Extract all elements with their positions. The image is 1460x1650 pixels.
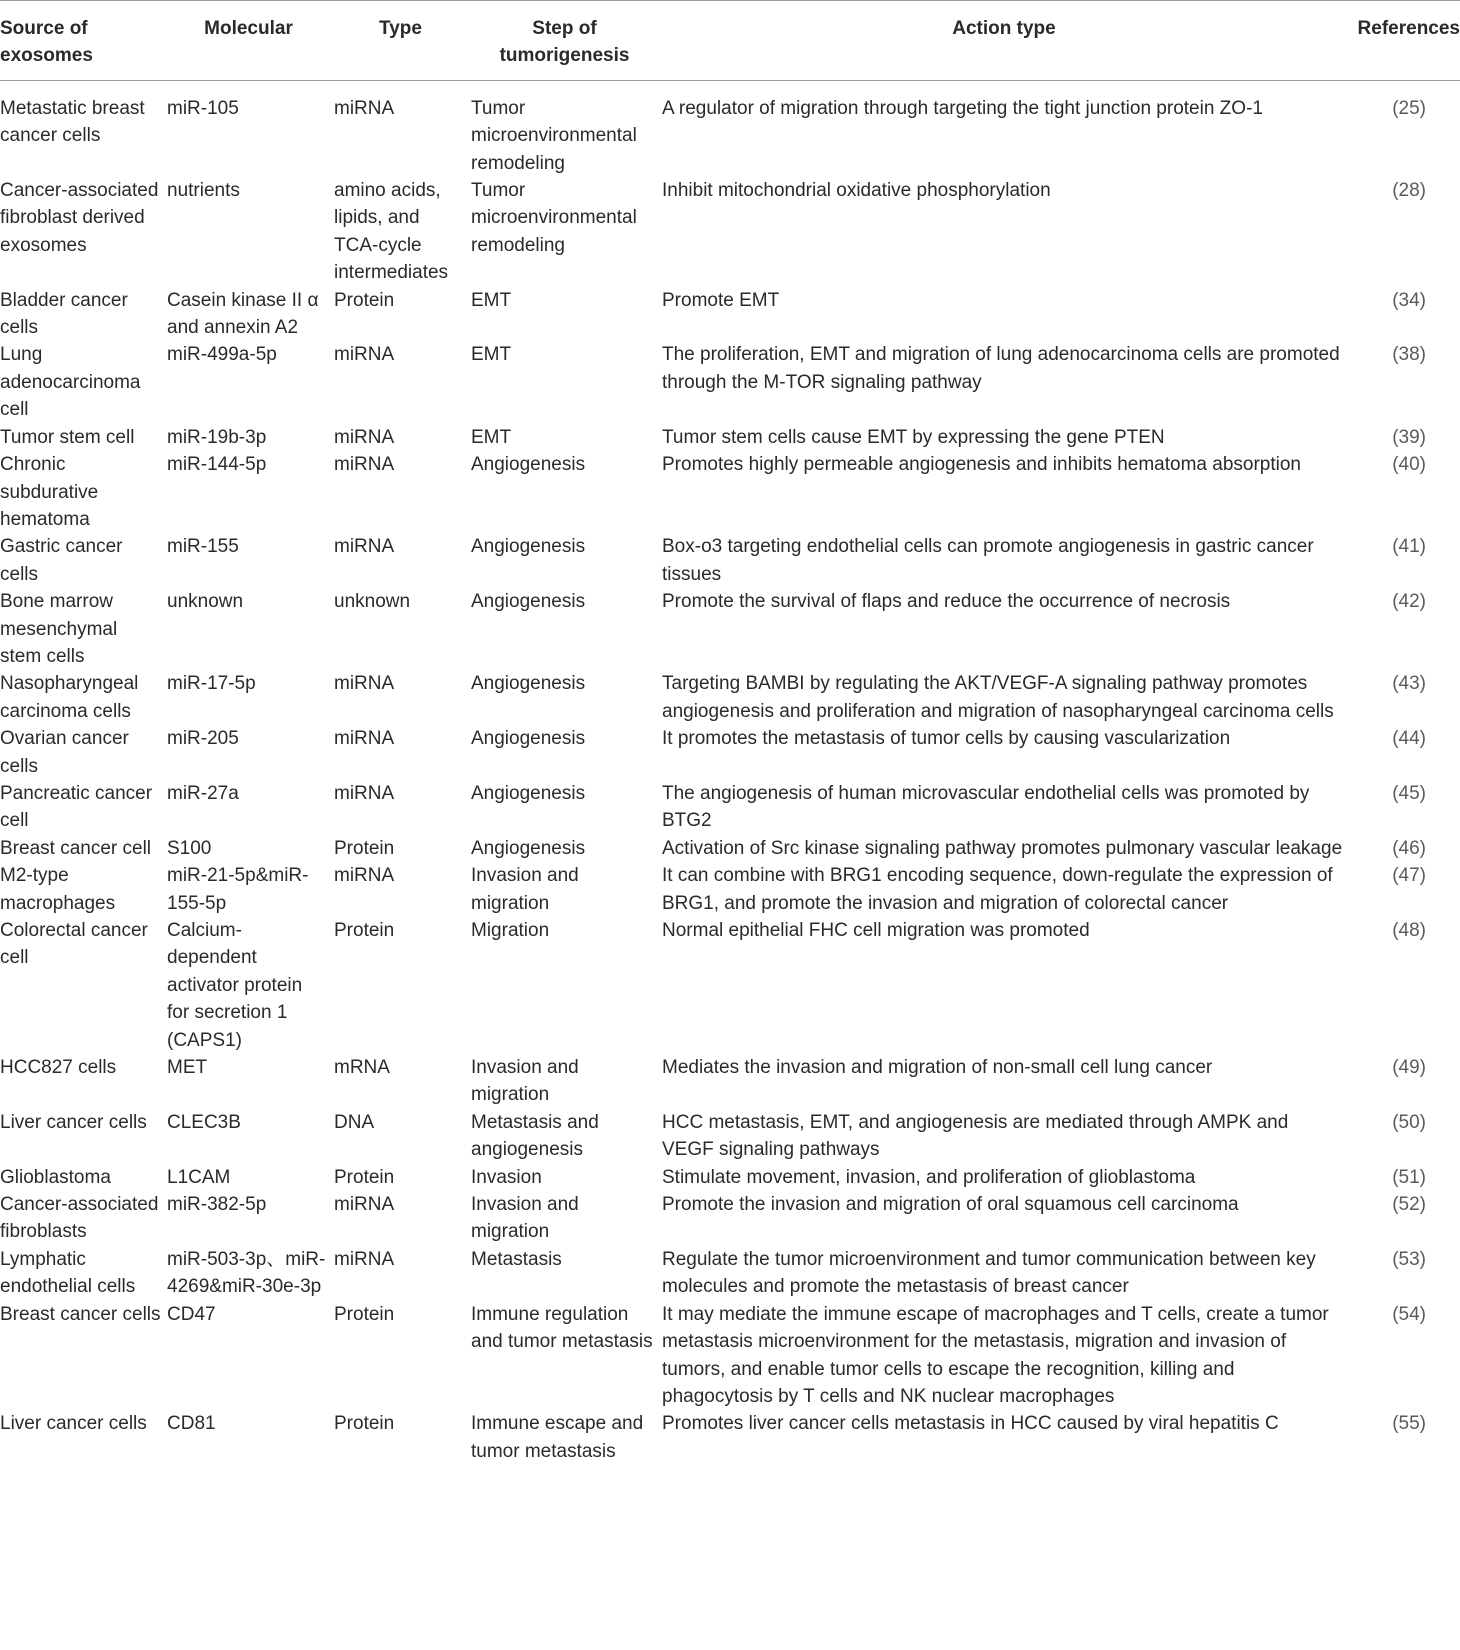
cell-molecular: miR-144-5p [167, 454, 267, 476]
cell-source: Lymphatic endothelial cells [0, 1248, 136, 1298]
cell-step: Angiogenesis [471, 782, 586, 804]
cell-action: Stimulate movement, invasion, and proliferation of glioblastoma [662, 1166, 1196, 1188]
cell-source: Nasopharyngeal carcinoma cells [0, 673, 139, 722]
cell-reference: (48) [1392, 920, 1426, 941]
header-references: References [1350, 1, 1460, 80]
cell-step: EMT [471, 426, 512, 448]
cell-step: Angiogenesis [471, 728, 586, 750]
cell-type: mRNA [334, 1057, 390, 1079]
cell-reference: (47) [1392, 865, 1426, 887]
cell-action: Normal epithelial FHC cell migration was promoted [662, 920, 1090, 941]
cell-action: The proliferation, EMT and migration of lung adenocarcinoma cells are promoted through the M-TOR signaling pathway [662, 344, 1340, 393]
cell-molecular: miR-27a [167, 782, 239, 804]
table-row [0, 341, 1460, 423]
cell-step: Immune escape and tumor metastasis [471, 1413, 644, 1462]
cell-reference: (45) [1392, 782, 1426, 804]
table-row [0, 533, 1460, 588]
cell-step: Invasion [471, 1166, 542, 1188]
cell-source: Breast cancer cell [0, 837, 152, 859]
cell-molecular: MET [167, 1057, 208, 1079]
cell-type: miRNA [334, 536, 395, 558]
cell-type: miRNA [334, 344, 395, 366]
table-row [0, 780, 1460, 835]
cell-type: miRNA [334, 865, 395, 887]
cell-reference: (44) [1392, 728, 1426, 750]
cell-molecular: nutrients [167, 180, 240, 202]
table-body [0, 80, 1460, 1465]
cell-type: miRNA [334, 673, 395, 695]
cell-step: Angiogenesis [471, 837, 586, 859]
table-row [0, 424, 1460, 451]
cell-type: amino acids, lipids, and TCA-cycle intermediates [334, 180, 449, 284]
cell-molecular: CD47 [167, 1303, 216, 1325]
cell-type: miRNA [334, 728, 395, 750]
header-source: Source of exosomes [0, 1, 167, 80]
cell-step: Invasion and migration [471, 1194, 579, 1243]
cell-step: Migration [471, 920, 550, 941]
cell-step: Tumor microenvironmental remodeling [471, 180, 637, 256]
cell-action: It promotes the metastasis of tumor cells by causing vascularization [662, 728, 1231, 750]
cell-reference: (42) [1392, 591, 1426, 613]
cell-reference: (41) [1392, 536, 1426, 558]
cell-source: Gastric cancer cells [0, 536, 123, 585]
cell-step: EMT [471, 289, 512, 311]
cell-step: Immune regulation and tumor metastasis [471, 1303, 653, 1353]
table-row [0, 1410, 1460, 1465]
cell-source: Metastatic breast cancer cells [0, 97, 145, 147]
cell-source: Tumor stem cell [0, 426, 135, 448]
cell-action: Promotes highly permeable angiogenesis and inhibits hematoma absorption [662, 454, 1301, 476]
cell-reference: (25) [1392, 97, 1426, 119]
cell-action: Promote EMT [662, 289, 780, 311]
table-row [0, 1191, 1460, 1246]
cell-step: Angiogenesis [471, 673, 586, 695]
cell-type: miRNA [334, 782, 395, 804]
cell-reference: (39) [1392, 426, 1426, 448]
cell-source: Liver cancer cells [0, 1111, 147, 1133]
cell-reference: (49) [1392, 1057, 1426, 1079]
cell-molecular: Calcium-dependent activator protein for secretion 1 (CAPS1) [167, 920, 303, 1051]
cell-source: M2-type macrophages [0, 865, 116, 914]
cell-step: Metastasis and angiogenesis [471, 1111, 599, 1161]
cell-type: Protein [334, 920, 395, 941]
cell-type: miRNA [334, 426, 395, 448]
table-row [0, 1109, 1460, 1164]
cell-source: Colorectal cancer cell [0, 920, 148, 969]
cell-step: Invasion and migration [471, 865, 579, 914]
cell-reference: (40) [1392, 454, 1426, 476]
cell-action: It may mediate the immune escape of macrophages and T cells, create a tumor metastasis microenvironment for the metastasis, migration and invasion of tumors, and enable tumor cells to escape the recognition, killing and phagocytosis by T cells and NK nuclear macrophages [662, 1303, 1329, 1407]
cell-source: Bladder cancer cells [0, 289, 128, 339]
cell-step: Tumor microenvironmental remodeling [471, 97, 637, 174]
table-row [0, 917, 1460, 1054]
cell-molecular: miR-503-3p、miR-4269&miR-30e-3p [167, 1248, 326, 1298]
cell-molecular: CLEC3B [167, 1111, 241, 1133]
cell-source: Ovarian cancer cells [0, 728, 129, 777]
cell-molecular: miR-21-5p&miR-155-5p [167, 865, 309, 914]
cell-action: Inhibit mitochondrial oxidative phosphorylation [662, 180, 1051, 202]
cell-action: The angiogenesis of human microvascular endothelial cells was promoted by BTG2 [662, 782, 1310, 832]
cell-type: miRNA [334, 454, 395, 476]
cell-source: Bone marrow mesenchymal stem cells [0, 591, 118, 667]
table-row [0, 835, 1460, 862]
cell-action: Mediates the invasion and migration of non-small cell lung cancer [662, 1057, 1213, 1079]
cell-action: Promote the invasion and migration of oral squamous cell carcinoma [662, 1194, 1239, 1216]
table-row [0, 1301, 1460, 1411]
cell-action: Box-o3 targeting endothelial cells can promote angiogenesis in gastric cancer tissues [662, 536, 1314, 585]
cell-reference: (34) [1392, 289, 1426, 311]
cell-type: Protein [334, 1166, 395, 1188]
cell-source: Glioblastoma [0, 1166, 111, 1188]
cell-type: miRNA [334, 1248, 395, 1270]
table-row [0, 1246, 1460, 1301]
header-row [0, 1, 1460, 80]
cell-molecular: L1CAM [167, 1166, 231, 1188]
cell-type: Protein [334, 1303, 395, 1325]
header-step: Step of tumorigenesis [471, 1, 662, 80]
cell-source: Lung adenocarcinoma cell [0, 344, 141, 421]
cell-type: unknown [334, 591, 411, 613]
table-row [0, 80, 1460, 177]
exosome-table [0, 1, 1460, 1465]
table-row [0, 588, 1460, 670]
cell-type: Protein [334, 1413, 395, 1435]
cell-reference: (54) [1392, 1303, 1426, 1325]
cell-reference: (38) [1392, 344, 1426, 366]
cell-action: It can combine with BRG1 encoding sequence, down-regulate the expression of BRG1, and promote the invasion and migration of colorectal cancer [662, 865, 1333, 914]
cell-action: Promote the survival of flaps and reduce the occurrence of necrosis [662, 591, 1231, 613]
cell-source: Liver cancer cells [0, 1413, 147, 1435]
cell-molecular: CD81 [167, 1413, 216, 1435]
cell-molecular: miR-205 [167, 728, 239, 750]
cell-molecular: miR-499a-5p [167, 344, 277, 366]
cell-action: HCC metastasis, EMT, and angiogenesis are mediated through AMPK and VEGF signaling pathways [662, 1111, 1289, 1161]
cell-action: Regulate the tumor microenvironment and tumor communication between key molecules and promote the metastasis of breast cancer [662, 1248, 1316, 1298]
cell-source: Cancer-associated fibroblast derived exosomes [0, 180, 159, 256]
cell-type: Protein [334, 837, 395, 859]
cell-molecular: miR-105 [167, 97, 239, 119]
cell-reference: (52) [1392, 1194, 1426, 1216]
cell-molecular: unknown [167, 591, 244, 613]
cell-reference: (55) [1392, 1413, 1426, 1435]
cell-molecular: Casein kinase II α and annexin A2 [167, 289, 319, 339]
cell-molecular: miR-382-5p [167, 1194, 267, 1216]
cell-reference: (53) [1392, 1248, 1426, 1270]
table-row [0, 670, 1460, 725]
table-row [0, 287, 1460, 342]
cell-source: Pancreatic cancer cell [0, 782, 153, 832]
cell-step: Angiogenesis [471, 454, 586, 476]
cell-action: Tumor stem cells cause EMT by expressing the gene PTEN [662, 426, 1165, 448]
cell-source: Cancer-associated fibroblasts [0, 1194, 159, 1243]
header-molecular: Molecular [167, 1, 334, 80]
cell-step: Metastasis [471, 1248, 562, 1270]
cell-type: miRNA [334, 97, 395, 119]
cell-source: Breast cancer cells [0, 1303, 161, 1325]
cell-step: EMT [471, 344, 512, 366]
cell-source: Chronic subdurative hematoma [0, 454, 99, 530]
cell-source: HCC827 cells [0, 1057, 117, 1079]
cell-reference: (46) [1392, 837, 1426, 859]
cell-type: miRNA [334, 1194, 395, 1216]
cell-molecular: S100 [167, 837, 212, 859]
header-type: Type [334, 1, 471, 80]
cell-action: Activation of Src kinase signaling pathway promotes pulmonary vascular leakage [662, 837, 1343, 859]
table-row [0, 1054, 1460, 1109]
header-action: Action type [662, 1, 1350, 80]
cell-reference: (51) [1392, 1166, 1426, 1188]
cell-molecular: miR-155 [167, 536, 239, 558]
cell-reference: (28) [1392, 180, 1426, 202]
table-row [0, 725, 1460, 780]
table-row [0, 1164, 1460, 1191]
cell-step: Invasion and migration [471, 1057, 579, 1106]
cell-step: Angiogenesis [471, 591, 586, 613]
cell-molecular: miR-17-5p [167, 673, 256, 695]
cell-type: Protein [334, 289, 395, 311]
cell-molecular: miR-19b-3p [167, 426, 267, 448]
cell-reference: (43) [1392, 673, 1426, 695]
table-row [0, 451, 1460, 533]
table-row [0, 862, 1460, 917]
table-row [0, 177, 1460, 287]
cell-reference: (50) [1392, 1111, 1426, 1133]
cell-type: DNA [334, 1111, 375, 1133]
cell-action: A regulator of migration through targeting the tight junction protein ZO-1 [662, 97, 1263, 119]
cell-step: Angiogenesis [471, 536, 586, 558]
cell-action: Targeting BAMBI by regulating the AKT/VEGF-A signaling pathway promotes angiogenesis and proliferation and migration of nasopharyngeal carcinoma cells [662, 673, 1334, 722]
cell-action: Promotes liver cancer cells metastasis in HCC caused by viral hepatitis C [662, 1413, 1279, 1435]
